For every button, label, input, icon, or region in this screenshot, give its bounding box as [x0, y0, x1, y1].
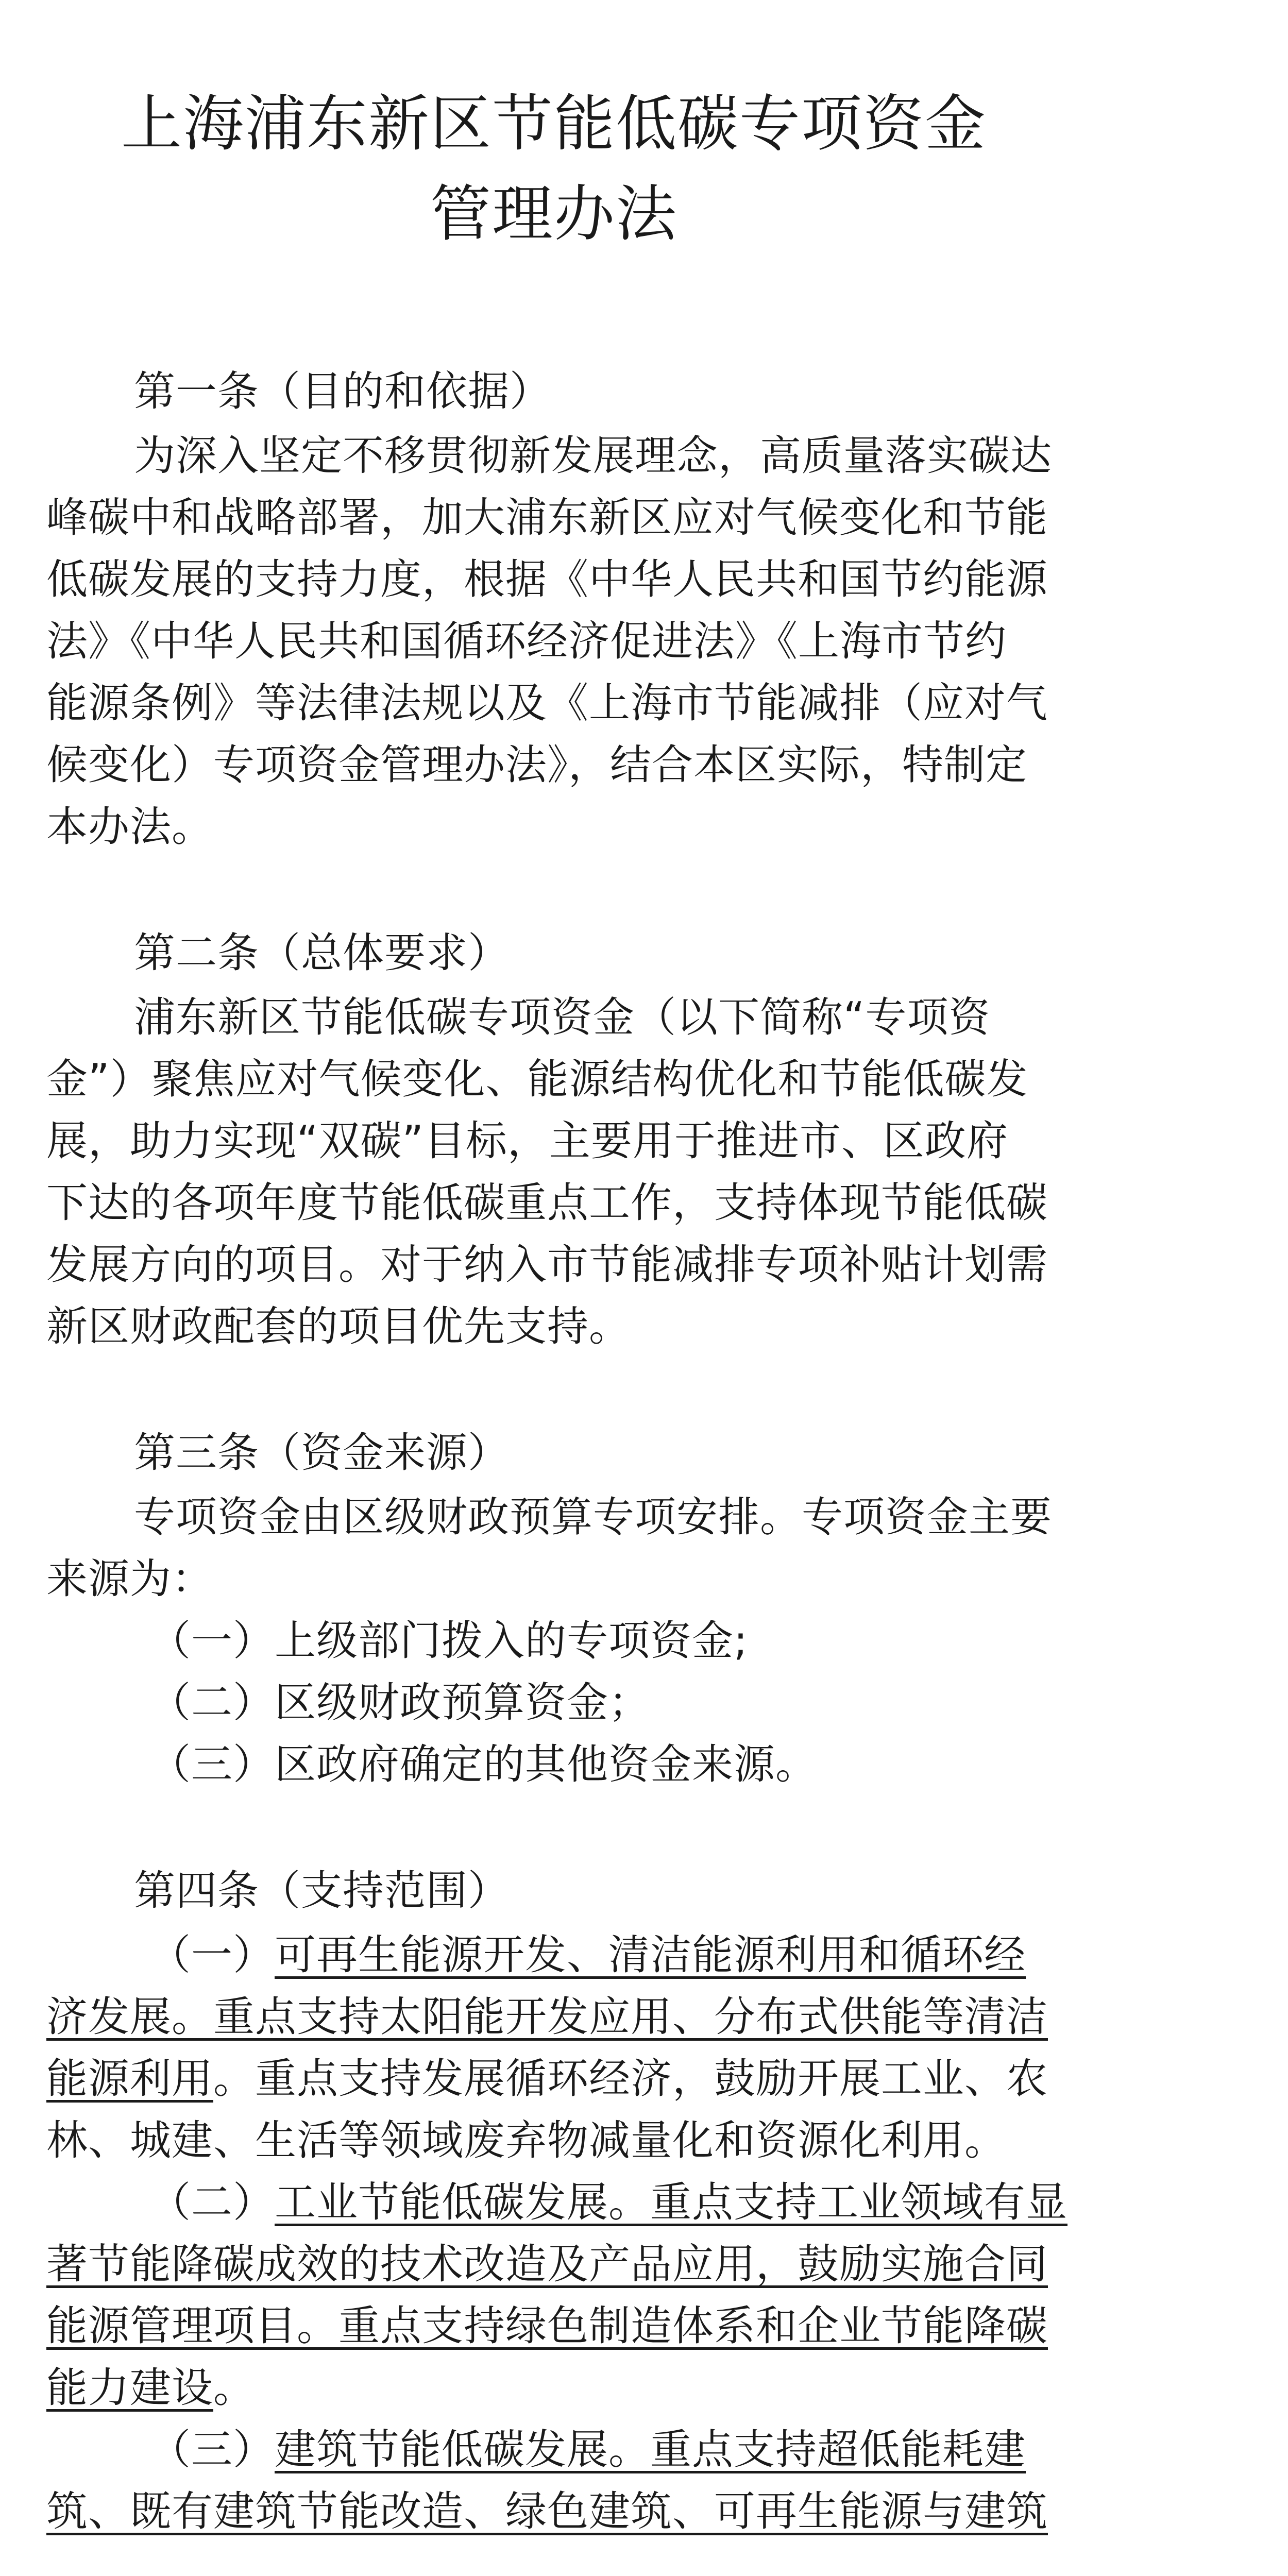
paragraph-line: 展，助力实现“双碳”目标，主要用于推进市、区政府 — [46, 1117, 1008, 1165]
underlined-text: 著节能降碳成效的技术改造及产品应用，鼓励实施合同 — [46, 2240, 1048, 2288]
paragraph-line: 低碳发展的支持力度，根据《中华人民共和国节约能源 — [46, 555, 1048, 603]
paragraph-line: 为深入坚定不移贯彻新发展理念，高质量落实碳达 — [134, 432, 1052, 480]
paragraph-line: 新区财政配套的项目优先支持。 — [46, 1302, 631, 1350]
paragraph-line: 发展方向的项目。对于纳入市节能减排专项补贴计划需 — [46, 1241, 1048, 1289]
paragraph-line: 候变化）专项资金管理办法》，结合本区实际，特制定 — [46, 741, 1027, 789]
paragraph-line: 林、城建、生活等领域废弃物减量化和资源化利用。 — [46, 2116, 1006, 2164]
article-2-heading: 第二条（总体要求） — [134, 929, 510, 977]
underlined-text: 可再生能源开发、清洁能源利用和循环经 — [275, 1931, 1026, 1979]
item-number: （三） — [149, 2426, 275, 2473]
article-3-heading: 第三条（资金来源） — [134, 1429, 510, 1477]
article-1-heading: 第一条（目的和依据） — [134, 367, 551, 415]
paragraph-line: 下达的各项年度节能低碳重点工作，支持体现节能低碳 — [46, 1179, 1048, 1227]
paragraph-line — [149, 2424, 1026, 2476]
list-item: （二）区级财政预算资金； — [149, 1679, 650, 1726]
paragraph-line: 专项资金由区级财政预算专项安排。专项资金主要 — [134, 1493, 1052, 1541]
list-item: （三）区政府确定的其他资金来源。 — [149, 1740, 817, 1788]
document-title-line-1: 上海浦东新区节能低碳专项资金 — [121, 88, 987, 159]
item-number: （一） — [149, 1931, 275, 1979]
underlined-text: 能力建设 — [46, 2364, 213, 2412]
paragraph-line — [46, 2053, 1048, 2105]
paragraph-line — [46, 2239, 1048, 2290]
underlined-text: 工业节能低碳发展。重点支持工业领域有显 — [275, 2178, 1067, 2226]
underlined-text: 建筑节能低碳发展。重点支持超低能耗建 — [275, 2426, 1026, 2473]
plain-text: 。重点支持发展循环经济，鼓励开展工业、农 — [213, 2055, 1048, 2103]
document-title-line-2: 管理办法 — [430, 178, 677, 249]
paragraph-line — [46, 2486, 1048, 2537]
paragraph-line: 能源条例》等法律法规以及《上海市节能减排（应对气 — [46, 679, 1048, 727]
paragraph-line — [46, 2362, 255, 2414]
paragraph-line: 峰碳中和战略部署，加大浦东新区应对气候变化和节能 — [46, 494, 1048, 541]
paragraph-line — [46, 2300, 1048, 2352]
underlined-text: 济发展。重点支持太阳能开发应用、分布式供能等清洁 — [46, 1993, 1048, 2041]
paragraph-line: 金”）聚焦应对气候变化、能源结构优化和节能低碳发 — [46, 1055, 1028, 1103]
paragraph-line: 法》《中华人民共和国循环经济促进法》《上海市节约 — [46, 617, 1007, 665]
underlined-text: 筑、既有建筑节能改造、绿色建筑、可再生能源与建筑 — [46, 2487, 1048, 2535]
paragraph-line — [46, 1991, 1048, 2043]
paragraph-line: 本办法。 — [46, 803, 213, 851]
underlined-text: 能源利用 — [46, 2055, 213, 2103]
paragraph-line — [149, 2177, 1067, 2228]
list-item: （一）上级部门拨入的专项资金; — [149, 1617, 748, 1665]
item-number: （二） — [149, 2178, 275, 2226]
underlined-text: 能源管理项目。重点支持绿色制造体系和企业节能降碳 — [46, 2302, 1048, 2350]
plain-text: 。 — [213, 2364, 255, 2412]
paragraph-line — [149, 1929, 1026, 1981]
paragraph-line: 来源为： — [46, 1555, 213, 1603]
paragraph-line: 浦东新区节能低碳专项资金（以下简称“专项资 — [134, 993, 991, 1041]
article-4-heading: 第四条（支持范围） — [134, 1867, 510, 1914]
